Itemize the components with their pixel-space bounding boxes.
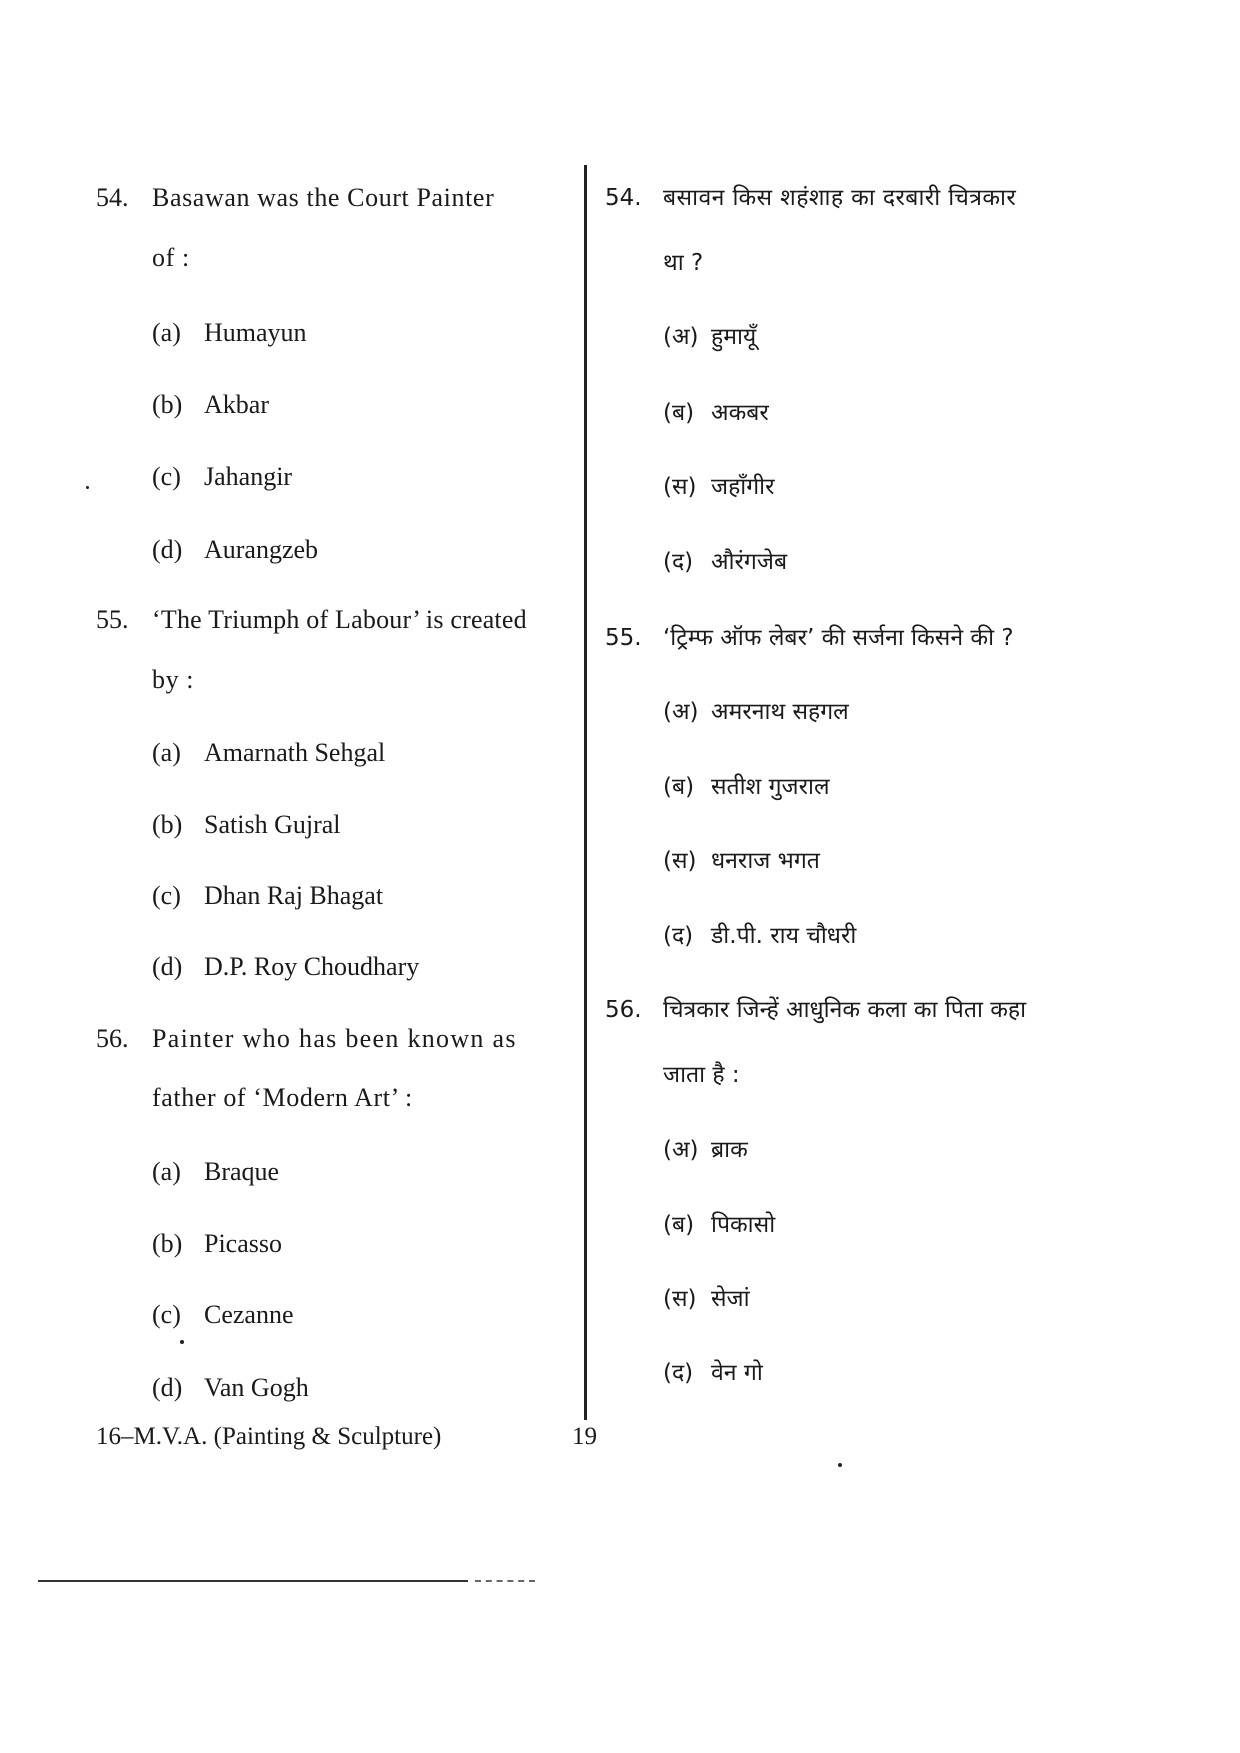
option-text: Van Gogh (204, 1373, 309, 1402)
option-label: (d) (152, 1373, 183, 1402)
option-label: (b) (152, 1229, 183, 1258)
option-text: Akbar (204, 390, 269, 419)
option-text: पिकासो (711, 1212, 776, 1238)
option-text: हुमायूँ (711, 324, 757, 350)
option-text: Picasso (204, 1229, 282, 1258)
option-text: Amarnath Sehgal (204, 738, 386, 767)
option-label: (ब) (663, 1212, 695, 1238)
option-text: Cezanne (204, 1300, 294, 1329)
option-label: (द) (663, 1360, 694, 1386)
question-text-line: ‘ट्रिम्फ ऑफ लेबर’ की सर्जना किसने की ? (663, 625, 1014, 651)
question-text-line: चित्रकार जिन्हें आधुनिक कला का पिता कहा (663, 997, 1027, 1023)
scan-speck (838, 1463, 842, 1467)
question-text-line: father of ‘Modern Art’ : (152, 1083, 413, 1112)
question-text-line: of : (152, 243, 190, 272)
option-label: (d) (152, 952, 183, 981)
option-label: (स) (663, 848, 697, 874)
bottom-rule (38, 1580, 468, 1582)
question-number: 54. (605, 185, 642, 211)
question-text-line: by : (152, 665, 195, 694)
question-number: 56. (96, 1024, 129, 1053)
question-text-line: ‘The Triumph of Labour’ is created (152, 605, 527, 634)
option-text: वेन गो (711, 1360, 763, 1386)
option-text: अकबर (711, 400, 769, 426)
paper-code: 16–M.V.A. (Painting & Sculpture) (96, 1423, 442, 1450)
scan-speck (180, 1340, 184, 1344)
option-label: (a) (152, 318, 181, 347)
option-label: (c) (152, 462, 181, 491)
option-text: Aurangzeb (204, 535, 319, 564)
option-label: (स) (663, 474, 697, 500)
question-number: 54. (96, 183, 129, 212)
option-label: (अ) (663, 1137, 699, 1163)
question-number: 55. (96, 605, 129, 634)
scan-speck (86, 486, 89, 489)
option-label: (ब) (663, 774, 695, 800)
question-text-line: बसावन किस शहंशाह का दरबारी चित्रकार (663, 185, 1017, 211)
option-label: (अ) (663, 324, 699, 350)
option-text: D.P. Roy Choudhary (204, 952, 420, 981)
option-text: सेजां (711, 1286, 750, 1312)
question-text-line: Basawan was the Court Painter (152, 183, 495, 212)
question-text-line: Painter who has been known as (152, 1024, 517, 1053)
option-label: (c) (152, 881, 181, 910)
option-text: औरंगजेब (711, 549, 788, 575)
question-number: 56. (605, 997, 642, 1023)
option-label: (a) (152, 738, 181, 767)
option-text: Jahangir (204, 462, 293, 491)
option-text: ब्राक (711, 1137, 748, 1163)
option-text: अमरनाथ सहगल (711, 699, 849, 725)
option-label: (d) (152, 535, 183, 564)
question-number: 55. (605, 625, 642, 651)
option-text: जहाँगीर (711, 474, 775, 500)
option-label: (द) (663, 923, 694, 949)
option-text: धनराज भगत (711, 848, 820, 874)
question-text-line: था ? (663, 250, 704, 276)
question-text-line: जाता है : (663, 1062, 740, 1088)
option-text: Braque (204, 1157, 280, 1186)
option-label: (c) (152, 1300, 181, 1329)
option-text: डी.पी. राय चौधरी (711, 923, 857, 949)
option-label: (ब) (663, 400, 695, 426)
option-text: Satish Gujral (204, 810, 341, 839)
option-label: (स) (663, 1286, 697, 1312)
page-number: 19 (572, 1423, 597, 1450)
option-label: (द) (663, 549, 694, 575)
option-label: (a) (152, 1157, 181, 1186)
option-text: सतीश गुजराल (711, 774, 830, 800)
bottom-rule-dashed (475, 1580, 535, 1582)
option-label: (b) (152, 810, 183, 839)
option-label: (b) (152, 390, 183, 419)
option-text: Dhan Raj Bhagat (204, 881, 384, 910)
option-label: (अ) (663, 699, 699, 725)
option-text: Humayun (204, 318, 307, 347)
column-divider (584, 165, 587, 1420)
